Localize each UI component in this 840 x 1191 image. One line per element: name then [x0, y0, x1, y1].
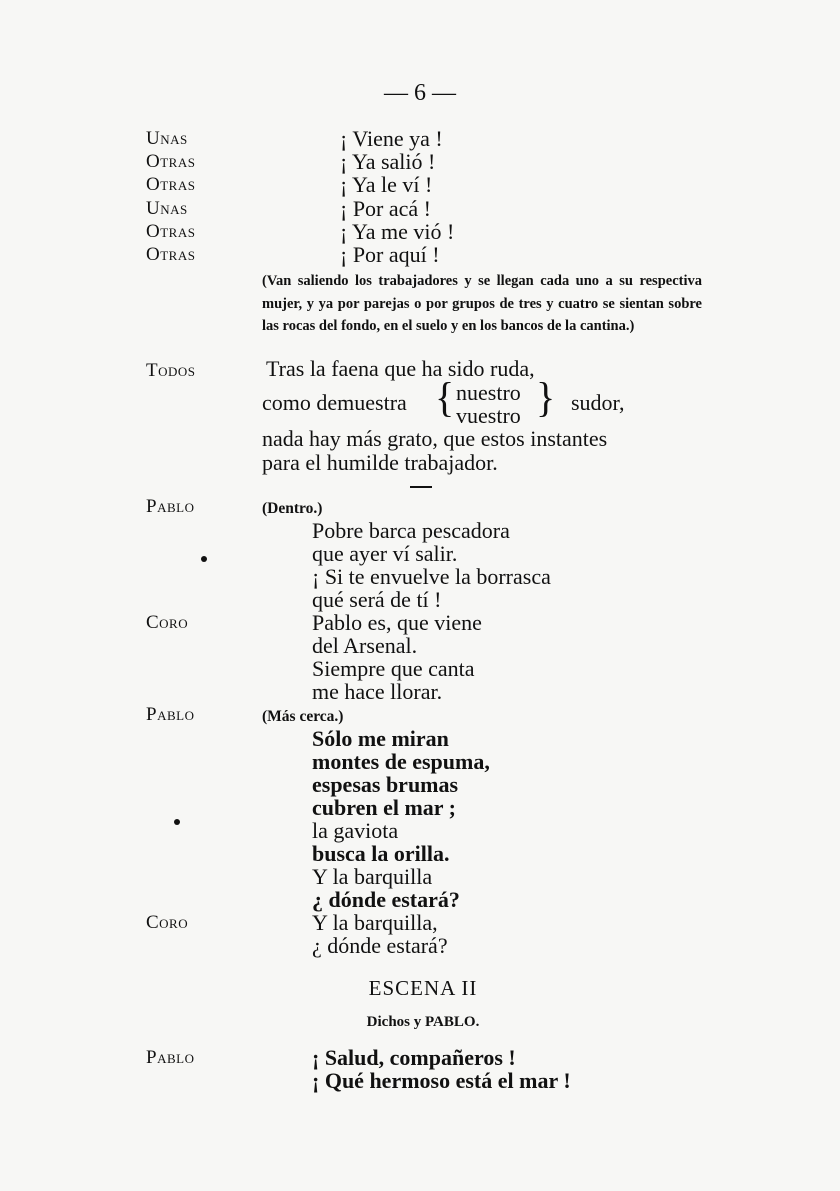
speaker-label: Otras	[146, 174, 196, 195]
speaker-label: Pablo	[146, 496, 195, 517]
verse-line: ¡ Salud, compañeros !	[312, 1045, 516, 1070]
right-brace: }	[536, 373, 556, 422]
verse-line-suffix: sudor,	[571, 390, 625, 415]
speaker-label: Pablo	[146, 704, 195, 725]
verse-line: Siempre que canta	[312, 656, 475, 681]
verse-line: Pobre barca pescadora	[312, 518, 510, 543]
verse-line: ¿ dónde estará?	[312, 933, 448, 958]
speaker-label: Otras	[146, 151, 196, 172]
speaker-label: Todos	[146, 360, 196, 381]
speaker-label: Unas	[146, 198, 188, 219]
verse-option: vuestro	[456, 403, 521, 428]
verse-line: ¡ Ya salió !	[340, 149, 436, 174]
section-divider	[410, 486, 432, 488]
verse-line: para el humilde trabajador.	[262, 450, 498, 475]
verse-line: ¡ Ya me vió !	[340, 219, 455, 244]
verse-line-prefix: como demuestra	[262, 390, 407, 415]
margin-dot	[174, 819, 180, 825]
verse-option: nuestro	[456, 380, 521, 405]
speaker-label: Otras	[146, 221, 196, 242]
verse-line: ¡ Ya le ví !	[340, 172, 433, 197]
verse-line: la gaviota	[312, 818, 399, 843]
verse-line: ¡ Por acá !	[340, 196, 432, 221]
verse-line: Y la barquilla	[312, 864, 433, 889]
margin-dot	[201, 556, 207, 562]
verse-line: que ayer ví salir.	[312, 541, 458, 566]
stage-direction: (Más cerca.)	[262, 708, 344, 725]
verse-line: me hace llorar.	[312, 679, 443, 704]
stage-direction: (Van saliendo los trabajadores y se llegan cada uno a su respectiva mujer, y ya por parejas o por grupos de tres y cuatro se sientan sobre las rocas del fondo, en el suelo y en los bancos de la cantina.)	[262, 273, 702, 334]
verse-line: ¡ Por aquí !	[340, 242, 440, 267]
verse-line: montes de espuma,	[312, 749, 490, 774]
verse-line: Pablo es, que viene	[312, 610, 482, 635]
verse-line: del Arsenal.	[312, 633, 418, 658]
speaker-label: Otras	[146, 244, 196, 265]
speaker-label: Pablo	[146, 1047, 195, 1068]
verse-line: ¡ Qué hermoso está el mar !	[312, 1068, 571, 1093]
scene-title: ESCENA II	[368, 976, 478, 1000]
verse-line: ¡ Si te envuelve la borrasca	[312, 564, 551, 589]
verse-line: cubren el mar ;	[312, 795, 456, 820]
page-number: — 6 —	[384, 80, 456, 106]
verse-line: qué será de tí !	[312, 587, 442, 612]
speaker-label: Coro	[146, 912, 189, 933]
verse-line: busca la orilla.	[312, 841, 450, 866]
speaker-label: Coro	[146, 612, 189, 633]
verse-line: nada hay más grato, que estos instantes	[262, 426, 608, 451]
stage-direction: (Dentro.)	[262, 500, 323, 517]
left-brace: {	[435, 373, 455, 422]
verse-line: Sólo me miran	[312, 726, 449, 751]
verse-line: espesas brumas	[312, 772, 459, 797]
speaker-label: Unas	[146, 128, 188, 149]
scene-characters: Dichos y PABLO.	[366, 1014, 480, 1030]
verse-line: ¿ dónde estará?	[312, 887, 460, 912]
verse-line: Tras la faena que ha sido ruda,	[266, 356, 535, 381]
verse-line: ¡ Viene ya !	[340, 126, 443, 151]
verse-line: Y la barquilla,	[312, 910, 438, 935]
